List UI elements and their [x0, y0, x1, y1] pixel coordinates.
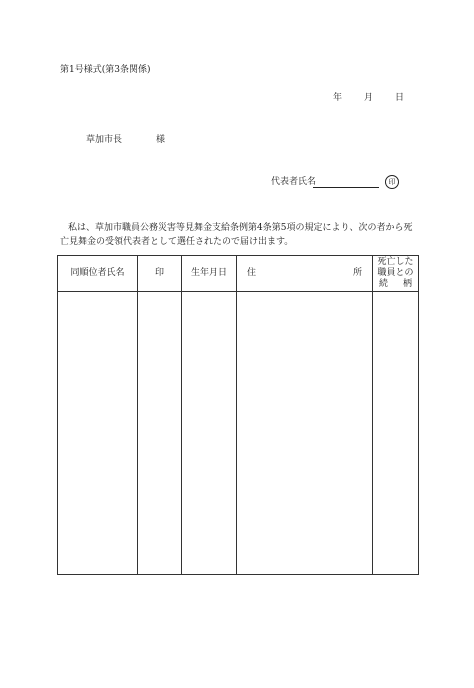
column-header-address: [237, 256, 373, 292]
seal-mark-icon: 印: [385, 175, 399, 189]
column-header-address-right: 所: [352, 268, 362, 278]
cell-seal[interactable]: [138, 292, 182, 575]
cell-name[interactable]: [58, 292, 138, 575]
column-header-birthdate: 生年月日: [182, 256, 237, 292]
date-day-label: 日: [395, 93, 405, 103]
declaration-text: [60, 221, 420, 249]
representative-name-label: 代表者氏名: [271, 177, 317, 187]
declaration-line-1: 私は、草加市職員公務災害等見舞金支給条例第4条第5項の規定により、次の者から死: [68, 223, 413, 233]
beneficiary-table: [57, 255, 419, 575]
date-month-label: 月: [364, 93, 374, 103]
addressee-name: 草加市長: [86, 135, 123, 145]
date-year-label: 年: [333, 93, 343, 103]
column-header-address-left: 住: [247, 268, 257, 278]
column-header-relation-left: 続: [379, 279, 389, 289]
table-header-row: [58, 256, 419, 292]
date-line: [333, 93, 404, 104]
form-number: 第1号様式(第3条関係): [60, 65, 151, 75]
addressee-honorific: 様: [156, 135, 166, 145]
representative-signature-line: [313, 187, 379, 188]
column-header-relation-line1: 死亡した: [377, 257, 414, 267]
column-header-relation: [373, 256, 419, 292]
cell-relation[interactable]: [373, 292, 419, 575]
column-header-name: 同順位者氏名: [58, 256, 138, 292]
declaration-line-2: 亡見舞金の受領代表者として選任されたので届け出ます。: [60, 237, 294, 247]
column-header-seal: 印: [138, 256, 182, 292]
column-header-relation-right: 柄: [402, 279, 412, 289]
table-row: [58, 292, 419, 575]
column-header-relation-line2: 職員との: [377, 268, 414, 278]
cell-birthdate[interactable]: [182, 292, 237, 575]
cell-address[interactable]: [237, 292, 373, 575]
